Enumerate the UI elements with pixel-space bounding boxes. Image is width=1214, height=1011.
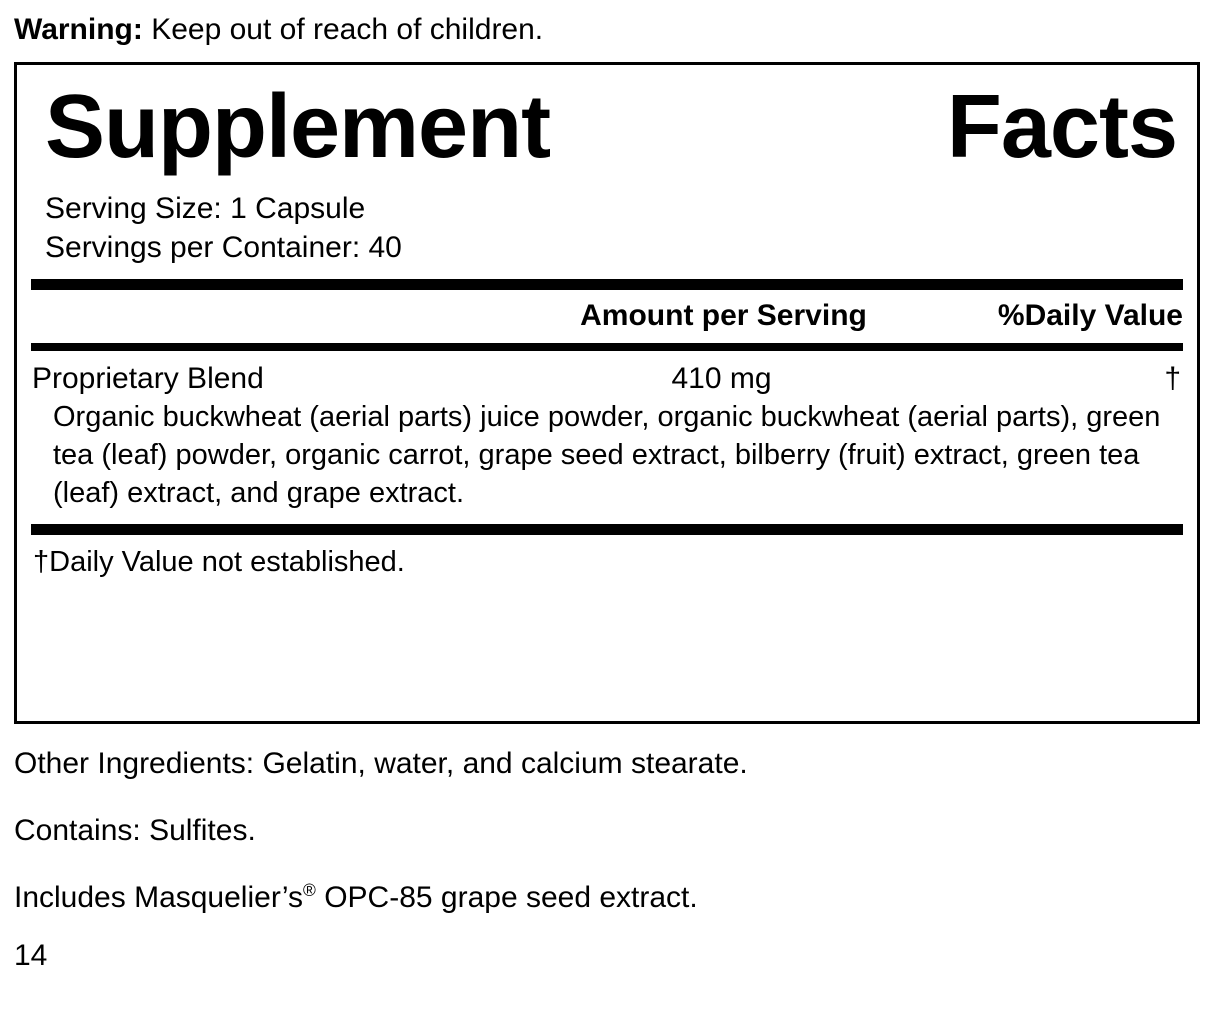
supplement-facts-inner: [17, 79, 1197, 735]
row-amount: 410 mg: [671, 362, 772, 395]
rule-above-footnote: [31, 524, 1183, 535]
contains-statement: Contains: Sulfites.: [14, 814, 256, 847]
table-header-row: [31, 290, 1183, 343]
warning-statement: [14, 12, 543, 48]
warning-text: Keep out of reach of children.: [151, 13, 544, 46]
title-word-supplement: Supplement: [45, 77, 551, 177]
title-word-facts: Facts: [946, 77, 1177, 177]
serving-size: Serving Size: 1 Capsule: [45, 192, 366, 225]
rule-above-header: [31, 279, 1183, 290]
servings-per-container: Servings per Container: 40: [45, 231, 402, 264]
header-amount-per-serving: Amount per Serving: [580, 299, 867, 332]
serving-info: [45, 189, 1183, 267]
includes-prefix: Includes Masquelier’s: [14, 881, 304, 914]
warning-label: Warning:: [14, 13, 143, 46]
row-daily-value: †: [1164, 362, 1181, 395]
row-name-proprietary-blend: Proprietary Blend: [32, 362, 264, 395]
header-daily-value: %Daily Value: [997, 299, 1183, 332]
includes-statement: [14, 879, 1200, 917]
rule-below-header: [31, 343, 1183, 351]
supplement-facts-title: [45, 79, 1183, 175]
row-description: Organic buckwheat (aerial parts) juice powder, organic buckwheat (aerial parts), green tea (leaf) powder, organic carrot, grape seed extract, bilberry (fruit) extract, green tea (leaf) extract, and grape extract.: [53, 401, 1161, 509]
other-ingredients: Other Ingredients: Gelatin, water, and calcium stearate.: [14, 747, 748, 780]
registered-trademark-icon: ®: [303, 880, 316, 900]
supplement-facts-panel: [14, 62, 1200, 724]
includes-suffix: OPC-85 grape seed extract.: [315, 881, 698, 914]
daily-value-footnote: †Daily Value not established.: [33, 546, 405, 578]
table-row: [31, 351, 1183, 396]
page-number: 14: [14, 939, 48, 972]
below-panel-text: [14, 745, 1200, 917]
